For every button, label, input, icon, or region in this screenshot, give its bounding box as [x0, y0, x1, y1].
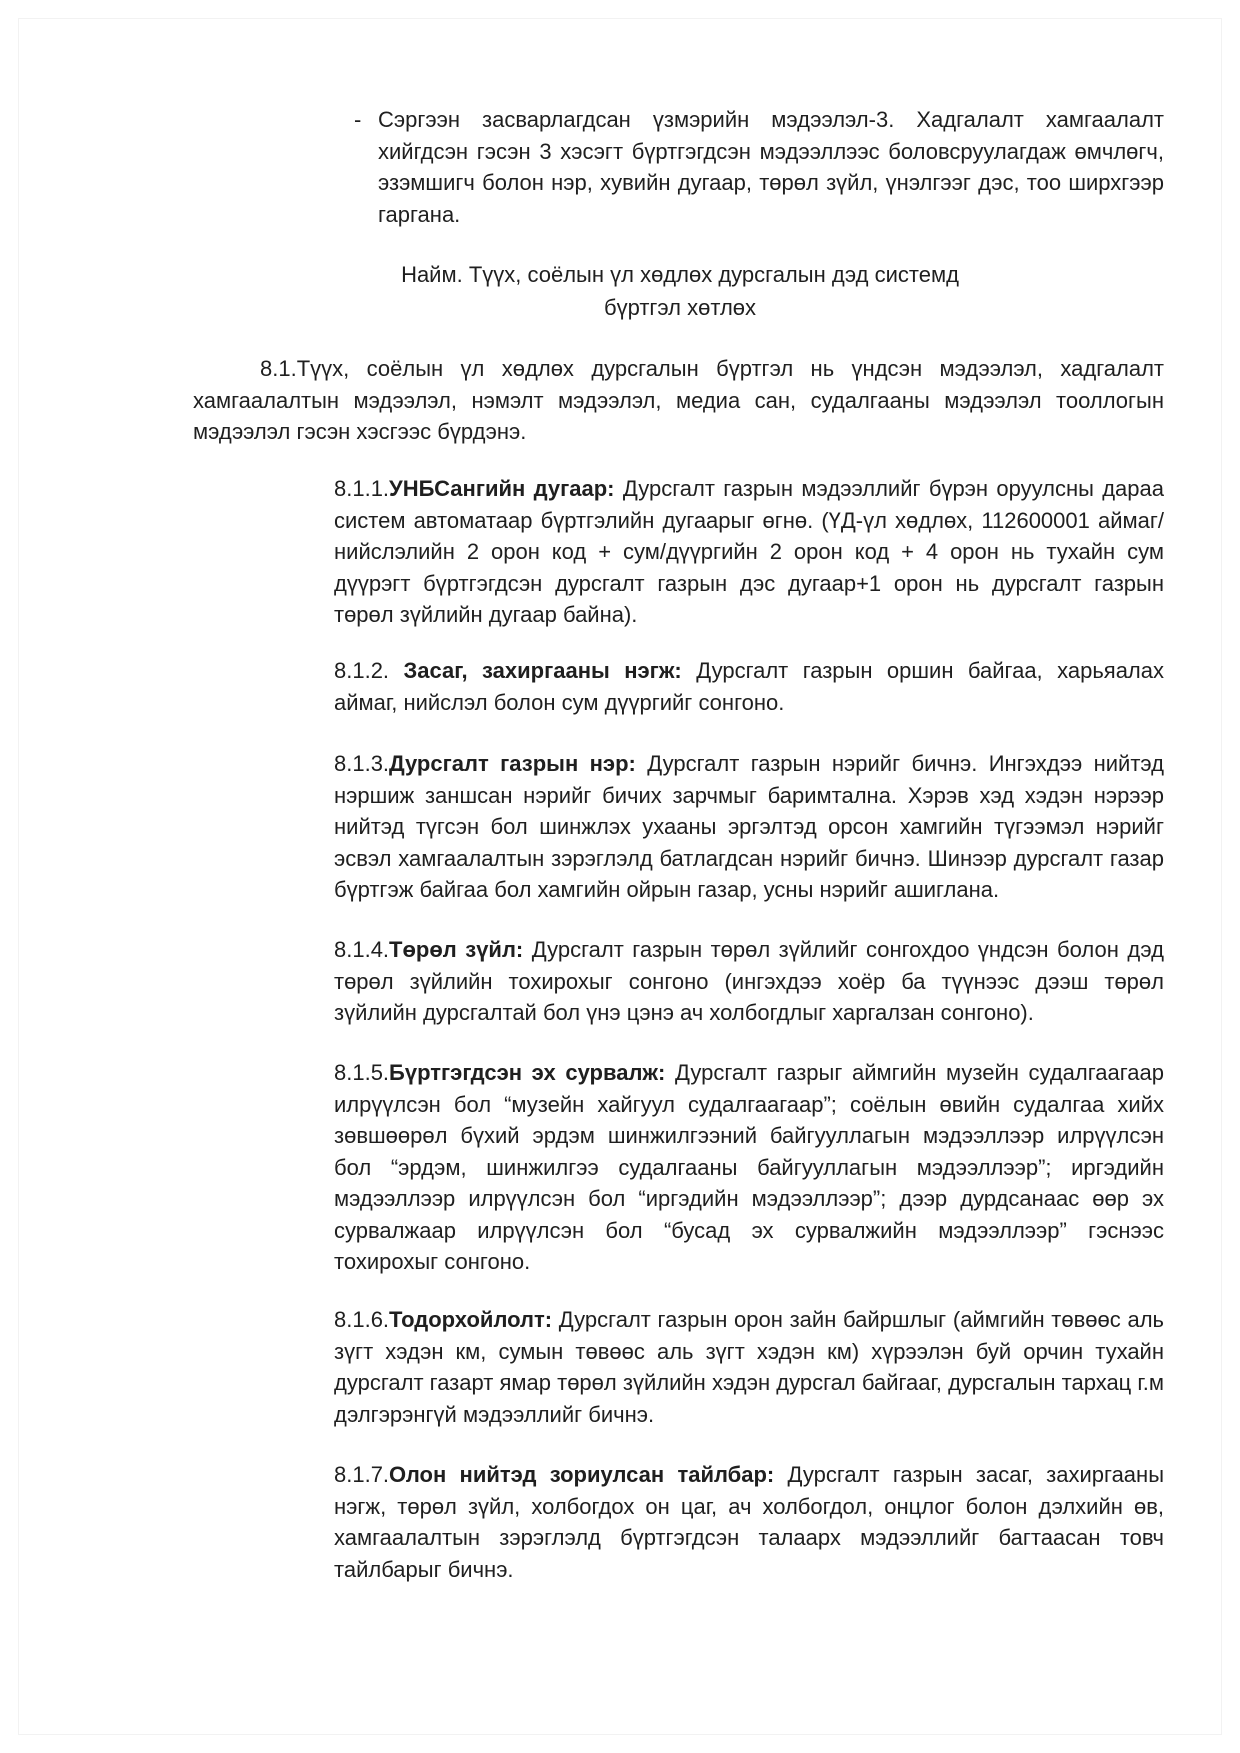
subsection-title: Олон нийтэд зориулсан тайлбар: — [389, 1462, 775, 1487]
section-heading — [250, 258, 1110, 324]
subsection-body: Дурсгалт газрын нэрийг бичнэ. Ингэхдээ нийтэд нэршиж заншсан нэрийг бичих зарчмыг баримтална. Хэрэв хэд хэдэн нэрээр нийтэд түгсэн бол шинжлэх ухааны эргэлтэд орсон хамгийн түгээмэл нэрийг эсвэл хамгаалалтын зэрэглэлд батлагдсан нэрийг бичнэ. Шинээр дурсгалт газар бүртгэж байгаа бол хамгийн ойрын газар, усны нэрийг ашиглана. — [334, 751, 1164, 902]
subsection-body: Дурсгалт газрын мэдээллийг бүрэн оруулсны дараа систем автоматаар бүртгэлийн дугаарыг өгнө. (ҮД-үл хөдлөх, 112600001 аймаг/нийслэлийн 2 орон код + сум/дүүргийн 2 орон код + 4 орон нь тухайн сум дүүрэгт бүртгэгдсэн дурсгалт газрын дэс дугаар+1 орон нь дурсгалт газрын төрөл зүйлийн дугаар байна). — [334, 476, 1164, 627]
subsection-body: Дурсгалт газрын төрөл зүйлийг сонгохдоо үндсэн болон дэд төрөл зүйлийн тохирохыг сонгоно (ингэхдээ хоёр ба түүнээс дээш төрөл зүйлийн дурсгалтай бол үнэ цэнэ ач холбогдлыг харгалзан сонгоно). — [334, 937, 1164, 1025]
subsection-title: Төрөл зүйл: — [389, 937, 524, 962]
subsection-8-1-1 — [334, 473, 1164, 631]
intro-list-item — [354, 104, 1164, 230]
subsection-number: 8.1.2. — [334, 658, 404, 683]
subsection-title: Засаг, захиргааны нэгж: — [403, 658, 682, 683]
subsection-title: Тодорхойлолт: — [389, 1307, 553, 1332]
subsection-body: Дурсгалт газрын оршин байгаа, харьяалах аймаг, нийслэл болон сум дүүргийг сонгоно. — [334, 658, 1165, 715]
subsection-number: 8.1.4. — [334, 937, 390, 962]
subsection-8-1-7 — [334, 1459, 1164, 1585]
subsection-8-1-4 — [334, 934, 1164, 1029]
subsection-8-1-5 — [334, 1057, 1164, 1278]
subsection-8-1-3 — [334, 748, 1164, 906]
list-dash: - — [354, 107, 362, 132]
subsection-title: Дурсгалт газрын нэр: — [389, 751, 636, 776]
intro-item-text: Сэргээн засварлагдсан үзмэрийн мэдээлэл-3. Хадгалалт хамгаалалт хийгдсэн гэсэн 3 хэсэгт бүртгэгдсэн мэдээллээс боловсруулагдаж өмчлөгч, эзэмшигч болон нэр, хувийн дугаар, төрөл зүйл, үнэлгээг дэс, тоо ширхгээр гаргана. — [378, 107, 1164, 227]
subsection-number: 8.1.3. — [334, 751, 390, 776]
subsection-8-1-2 — [334, 655, 1164, 718]
subsection-body: Дурсгалт газрын засаг, захиргааны нэгж, төрөл зүйл, холбогдох он цаг, ач холбогдол, онцлог болон дэлхийн өв, хамгаалалтын зэрэглэлд бүртгэгдсэн талаарх мэдээллийг багтаасан товч тайлбарыг бичнэ. — [334, 1462, 1165, 1582]
subsection-body: Дурсгалт газрын орон зайн байршлыг (аймгийн төвөөс аль зүгт хэдэн км, сумын төвөөс аль зүгт хэдэн км) хүрээлэн буй орчин тухайн дурсгалт газарт ямар төрөл зүйлийн хэдэн дурсгал байгааг, дурсгалын тархац г.м дэлгэрэнгүй мэдээллийг бичнэ. — [334, 1307, 1164, 1427]
subsection-number: 8.1.1. — [334, 476, 390, 501]
section-heading-line-1: Найм. Түүх, соёлын үл хөдлөх дурсгалын дэд системд — [401, 262, 959, 287]
subsection-number: 8.1.6. — [334, 1307, 390, 1332]
subsection-title: УНБСангийн дугаар: — [389, 476, 615, 501]
subsection-title: Бүртгэгдсэн эх сурвалж: — [389, 1060, 666, 1085]
subsection-number: 8.1.7. — [334, 1462, 390, 1487]
subsection-number: 8.1.5. — [334, 1060, 390, 1085]
lead-paragraph: 8.1.Түүх, соёлын үл хөдлөх дурсгалын бүртгэл нь үндсэн мэдээлэл, хадгалалт хамгаалалтын мэдээлэл, нэмэлт мэдээлэл, медиа сан, судалгааны мэдээлэл тооллогын мэдээлэл гэсэн хэсгээс бүрдэнэ. — [193, 356, 1164, 444]
subsection-body: Дурсгалт газрыг аймгийн музейн судалгаагаар илрүүлсэн бол “музейн хайгуул судалгаагаар”; соёлын өвийн судалгаа хийх зөвшөөрөл бүхий эрдэм шинжилгээний байгууллагын мэдээллээр илрүүлсэн бол “эрдэм, шинжилгээ судалгааны байгууллагын мэдээллээр”; иргэдийн мэдээллээр илрүүлсэн бол “иргэдийн мэдээллээр”; дээр дурдсанаас өөр эх сурвалжаар илрүүлсэн бол “бусад эх сурвалжийн мэдээллээр” гэснээс тохирохыг сонгоно. — [334, 1060, 1164, 1274]
section-heading-line-2: бүртгэл хөтлөх — [603, 295, 757, 320]
subsection-8-1-6 — [334, 1304, 1164, 1430]
